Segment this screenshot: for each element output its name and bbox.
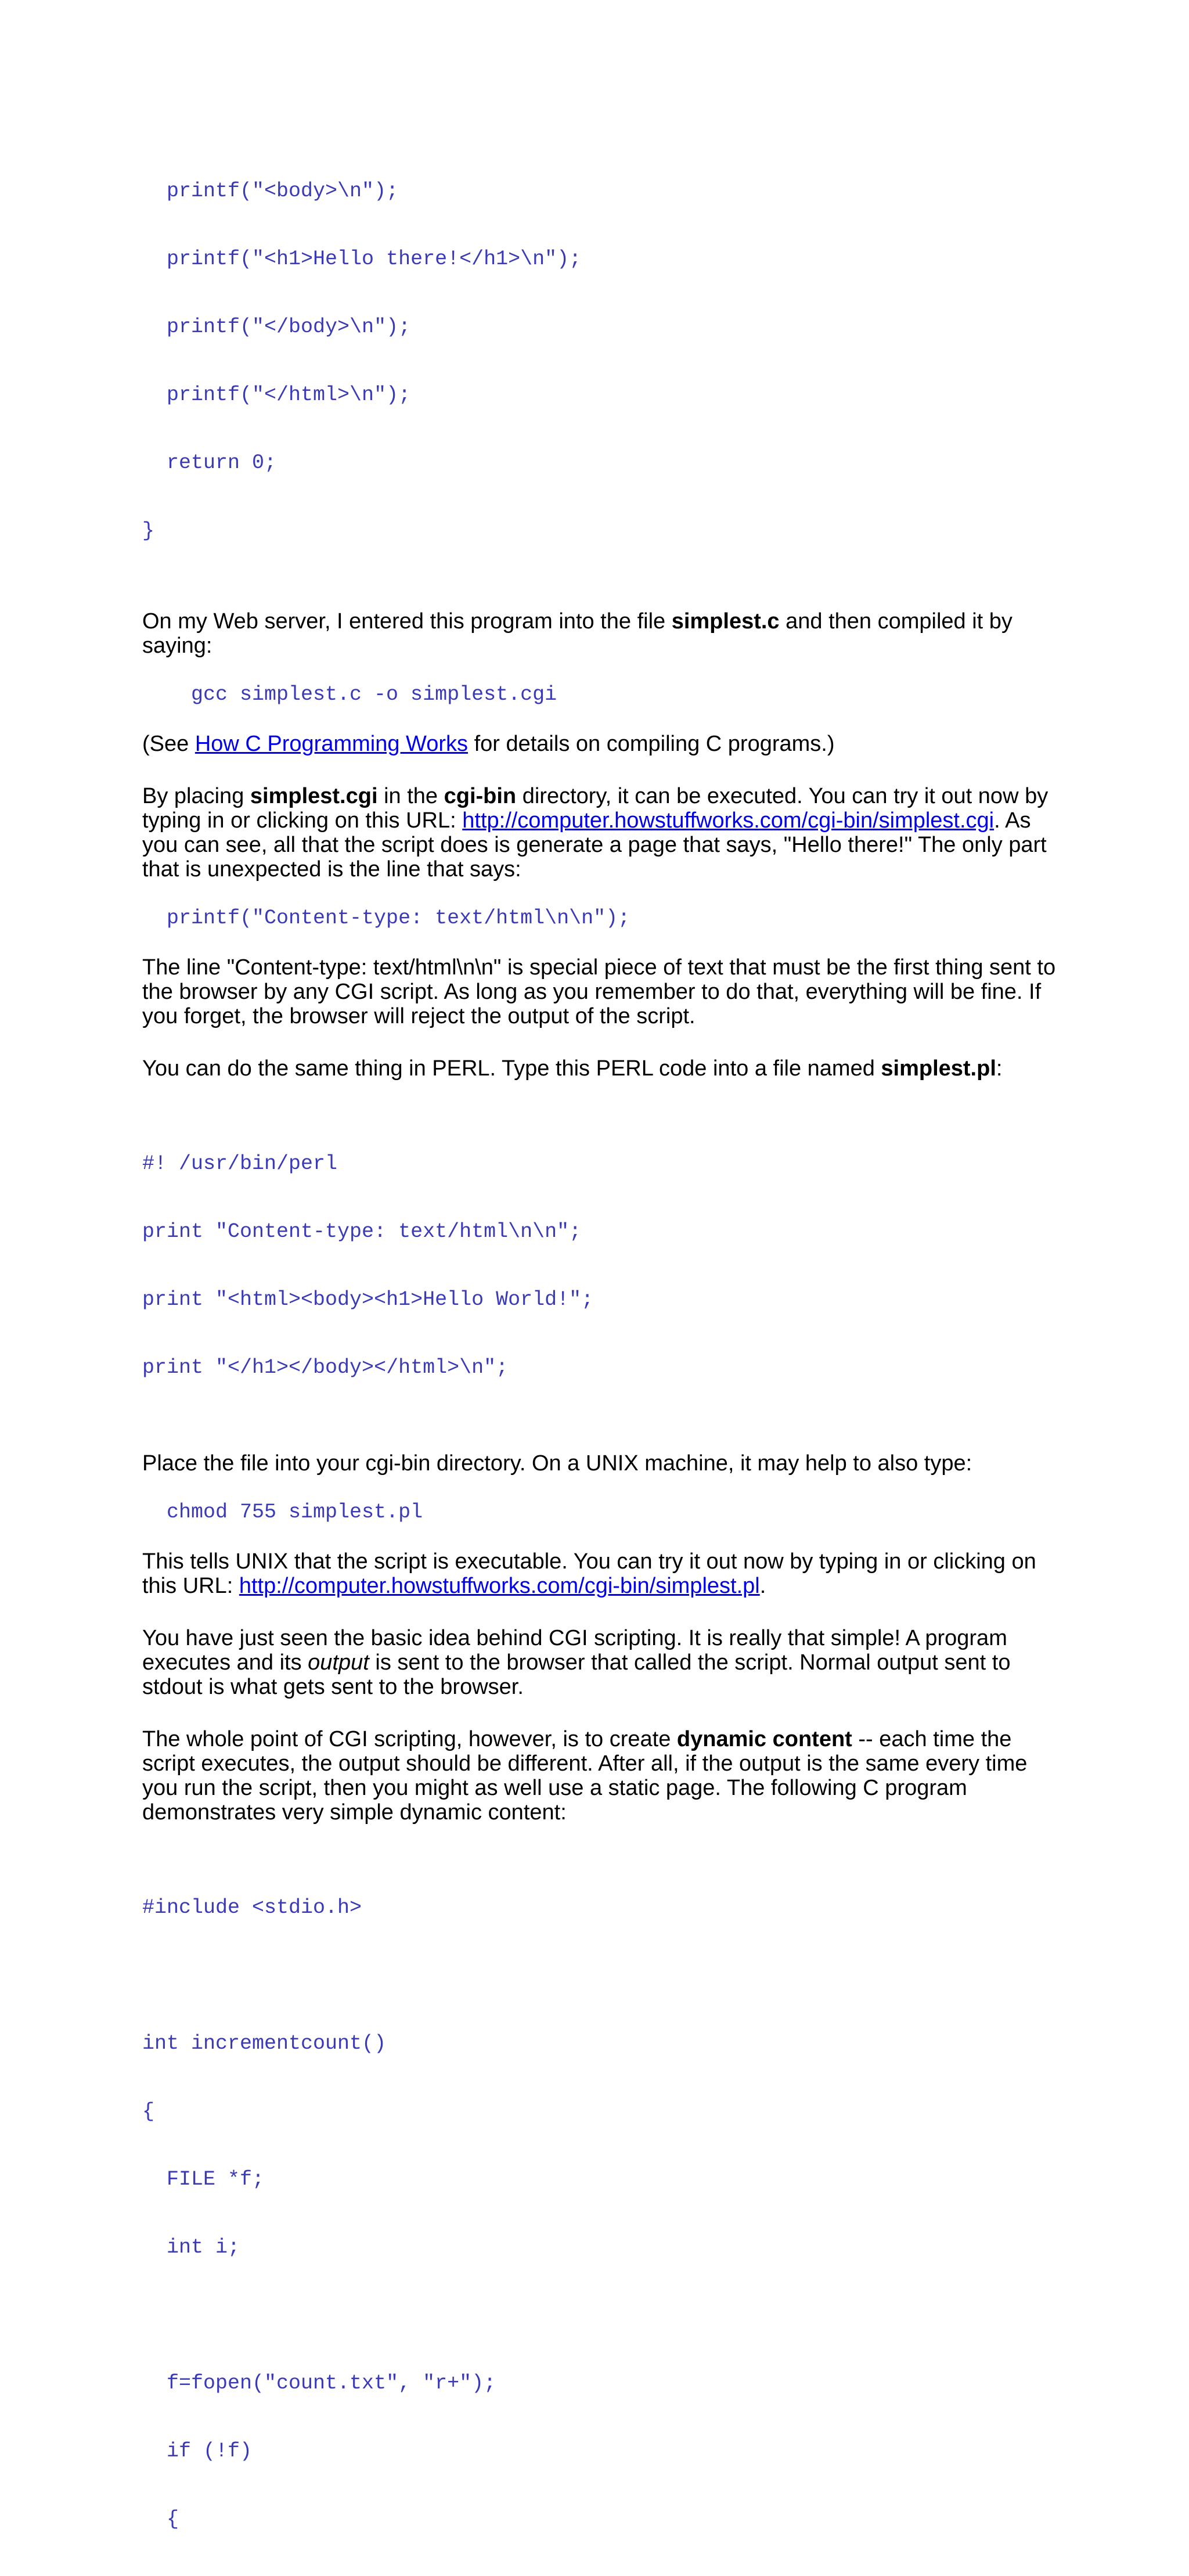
code-line: printf("</body>\n");: [142, 315, 411, 339]
code-block-c-dynamic: [142, 1851, 1065, 2576]
code-line: printf("</html>\n");: [142, 383, 411, 406]
code-line: printf("<body>\n");: [142, 179, 399, 203]
code-line: print "<html><body><h1>Hello World!";: [142, 1288, 594, 1311]
code-chmod: chmod 755 simplest.pl: [167, 1501, 423, 1524]
document-page: [142, 135, 1065, 2576]
code-line: int i;: [142, 2236, 240, 2259]
code-line: printf("<h1>Hello there!</h1>\n");: [142, 247, 582, 271]
paragraph-placing-cgi: By placing simplest.cgi in the cgi-bin directory, it can be executed. You can try it out now by typing in or clicking on this URL: http://computer.howstuffworks.com/cgi-bin/simplest.cgi. As you can see, all that the script does is generate a page that says, "Hello there!" The only part that is unexpected is the line that says:: [142, 784, 1049, 882]
code-block-perl: [142, 1107, 1065, 1424]
code-line: #! /usr/bin/perl: [142, 1152, 338, 1175]
how-c-programming-works-link[interactable]: How C Programming Works: [194, 732, 469, 756]
code-compile-command: gcc simplest.c -o simplest.cgi: [191, 683, 557, 706]
simplest-cgi-url-link[interactable]: http://computer.howstuffworks.com/cgi-bin/simplest.cgi: [462, 808, 995, 833]
code-line: f=fopen("count.txt", "r+");: [142, 2372, 496, 2395]
code-line: print "</h1></body></html>\n";: [142, 1356, 509, 1379]
paragraph-place-file: Place the file into your cgi-bin directory. On a UNIX machine, it may help to also type:: [142, 1451, 972, 1476]
code-block-c-end: [142, 135, 1065, 588]
code-line: #include <stdio.h>: [142, 1896, 362, 1919]
paragraph-unix-executable: This tells UNIX that the script is executable. You can try it out now by typing in or clicking on this URL: http://computer.howstuffworks.com/cgi-bin/simplest.pl.: [142, 1549, 1036, 1598]
code-line: [142, 2304, 1065, 2327]
paragraph-compile-intro: On my Web server, I entered this program into the file simplest.c and then compiled it by saying:: [142, 609, 1013, 658]
code-line: return 0;: [142, 451, 277, 474]
code-line: {: [142, 2507, 179, 2531]
code-line: [142, 1965, 1065, 1987]
code-line: {: [142, 2100, 155, 2123]
filename-bold: simplest.c: [671, 609, 780, 634]
paragraph-perl-intro: You can do the same thing in PERL. Type this PERL code into a file named simplest.pl:: [142, 1056, 1003, 1081]
paragraph-content-type-explain: The line "Content-type: text/html\n\n" is special piece of text that must be the first thing sent to the browser by any CGI script. As long as you remember to do that, everything will be fine. If you forget, the browser will reject the output of the script.: [142, 955, 1056, 1028]
simplest-pl-url-link[interactable]: http://computer.howstuffworks.com/cgi-bin/simplest.pl: [239, 1574, 760, 1598]
paragraph-dynamic-content: The whole point of CGI scripting, however, is to create dynamic content -- each time the script executes, the output should be different. After all, if the output is the same every time you run the script, then you might as well use a static page. The following C program demonstrates very simple dynamic content:: [142, 1727, 1028, 1825]
code-content-type: printf("Content-type: text/html\n\n");: [167, 906, 630, 930]
code-line: FILE *f;: [142, 2168, 265, 2191]
code-line: if (!f): [142, 2440, 253, 2463]
code-line: print "Content-type: text/html\n\n";: [142, 1220, 582, 1243]
paragraph-basic-idea: You have just seen the basic idea behind CGI scripting. It is really that simple! A program executes and its output is sent to the browser that called the script. Normal output sent to stdout is what gets sent to the browser.: [142, 1626, 1011, 1699]
code-line: }: [142, 519, 155, 542]
paragraph-see-link: (See How C Programming Works for details on compiling C programs.): [142, 732, 835, 756]
code-line: int incrementcount(): [142, 2032, 387, 2055]
